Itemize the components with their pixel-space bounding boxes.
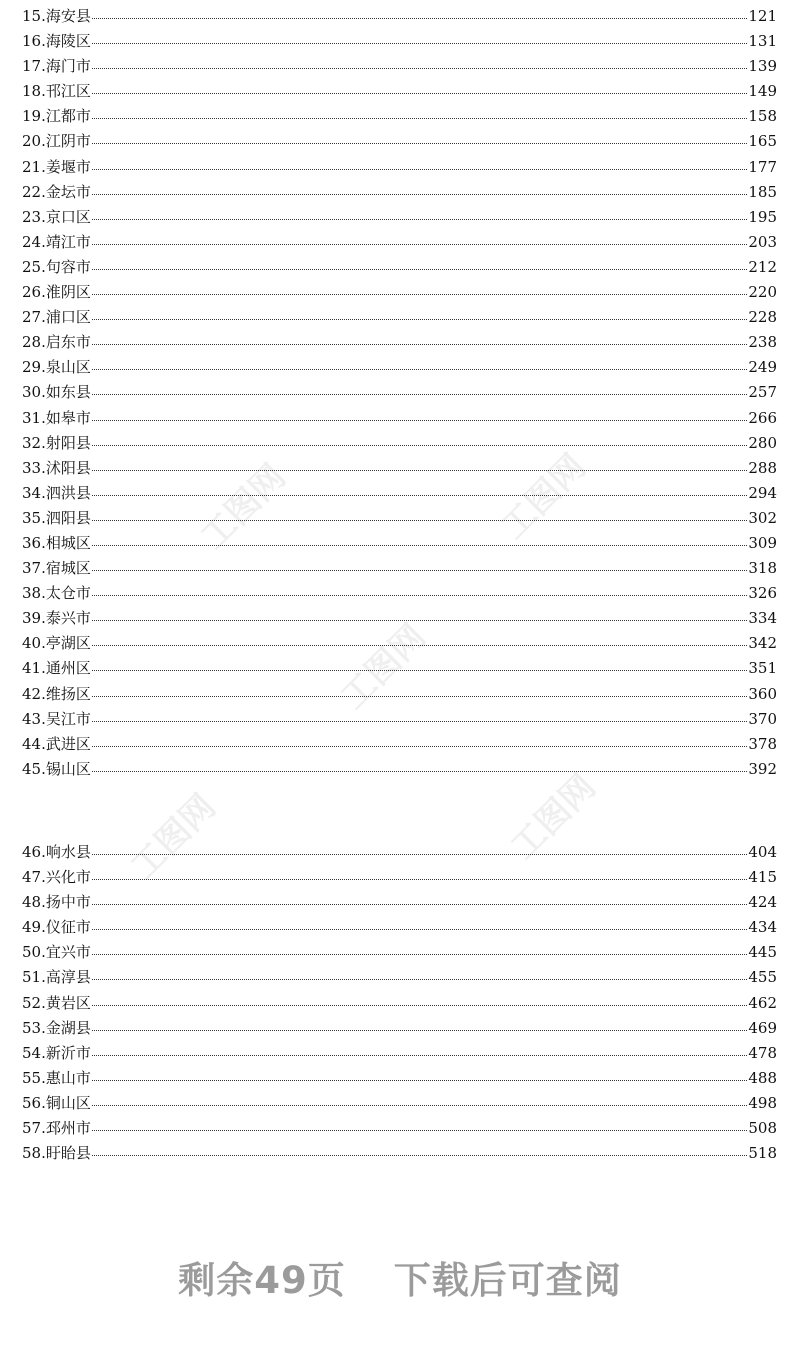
toc-entry-page-number: 121 xyxy=(748,7,777,25)
toc-entry[interactable] xyxy=(22,917,777,942)
toc-entry-label: 24.靖江市 xyxy=(22,232,91,251)
toc-entry-page-number: 309 xyxy=(748,533,777,552)
toc-entry[interactable] xyxy=(22,508,777,533)
toc-entry-page-number: 294 xyxy=(748,483,777,502)
toc-entry[interactable] xyxy=(22,1043,777,1068)
toc-entry-page-number: 434 xyxy=(748,918,777,937)
toc-entry-label: 20.江阴市 xyxy=(22,132,91,151)
toc-entry-label: 45.锡山区 xyxy=(22,759,91,778)
toc-dot-leader xyxy=(92,169,748,170)
toc-dot-leader xyxy=(92,244,748,245)
toc-entry-page-number: 177 xyxy=(748,157,777,176)
toc-entry-page-number: 351 xyxy=(748,659,777,678)
toc-dot-leader xyxy=(92,495,748,496)
toc-dot-leader xyxy=(92,344,748,345)
toc-entry[interactable] xyxy=(22,1093,777,1118)
toc-entry-label: 44.武进区 xyxy=(22,734,91,753)
toc-entry[interactable] xyxy=(22,157,777,182)
toc-entry[interactable] xyxy=(22,232,777,257)
toc-entry[interactable] xyxy=(22,633,777,658)
toc-dot-leader xyxy=(92,1080,748,1081)
toc-entry[interactable] xyxy=(22,533,777,558)
toc-entry-page-number: 462 xyxy=(748,993,777,1012)
toc-entry-page-number: 238 xyxy=(748,333,777,352)
toc-entry[interactable] xyxy=(22,709,777,734)
toc-entry-label: 50.宜兴市 xyxy=(22,943,91,962)
toc-entry-label: 49.仪征市 xyxy=(22,918,91,937)
toc-dot-leader xyxy=(92,118,748,119)
toc-entry-page-number: 415 xyxy=(748,868,777,887)
toc-entry-page-number: 318 xyxy=(748,559,777,578)
toc-entry[interactable] xyxy=(22,106,777,131)
toc-entry-label: 37.宿城区 xyxy=(22,559,91,578)
toc-entry-page-number: 165 xyxy=(748,132,777,151)
toc-entry-page-number: 212 xyxy=(748,257,777,276)
toc-entry-page-number: 370 xyxy=(748,709,777,728)
toc-entry[interactable] xyxy=(22,257,777,282)
toc-entry-label: 48.扬中市 xyxy=(22,893,91,912)
toc-entry[interactable] xyxy=(22,307,777,332)
toc-dot-leader xyxy=(92,294,748,295)
toc-entry[interactable] xyxy=(22,382,777,407)
toc-entry-page-number: 404 xyxy=(748,843,777,861)
toc-entry-label: 25.句容市 xyxy=(22,257,91,276)
toc-dot-leader xyxy=(92,979,748,980)
toc-dot-leader xyxy=(92,620,748,621)
toc-entry-page-number: 378 xyxy=(748,734,777,753)
toc-entry[interactable] xyxy=(22,967,777,992)
toc-entry-page-number: 195 xyxy=(748,207,777,226)
toc-entry-page-number: 518 xyxy=(748,1144,777,1163)
toc-entry-label: 34.泗洪县 xyxy=(22,483,91,502)
toc-entry-page-number: 326 xyxy=(748,584,777,603)
toc-entry[interactable] xyxy=(22,81,777,106)
toc-entry[interactable] xyxy=(22,31,777,56)
toc-entry-page-number: 392 xyxy=(748,759,777,778)
remaining-pages-text: 剩余49页 xyxy=(178,1259,346,1302)
toc-entry-page-number: 257 xyxy=(748,383,777,402)
toc-list-first xyxy=(22,6,777,784)
toc-entry-label: 27.浦口区 xyxy=(22,308,91,327)
toc-dot-leader xyxy=(92,219,748,220)
toc-dot-leader xyxy=(92,470,748,471)
toc-dot-leader xyxy=(92,696,748,697)
toc-entry[interactable] xyxy=(22,684,777,709)
toc-entry-page-number: 424 xyxy=(748,893,777,912)
toc-dot-leader xyxy=(92,721,748,722)
toc-entry[interactable] xyxy=(22,842,777,867)
toc-entry-page-number: 149 xyxy=(748,82,777,101)
toc-entry-label: 17.海门市 xyxy=(22,57,91,76)
toc-entry-page-number: 469 xyxy=(748,1018,777,1037)
watermark: 工图网 xyxy=(503,766,604,868)
toc-dot-leader xyxy=(92,1105,748,1106)
toc-entry-label: 35.泗阳县 xyxy=(22,508,91,527)
toc-entry-label: 46.响水县 xyxy=(22,843,91,861)
toc-entry-label: 18.邗江区 xyxy=(22,82,91,101)
toc-dot-leader xyxy=(92,269,748,270)
toc-entry[interactable] xyxy=(22,558,777,583)
toc-dot-leader xyxy=(92,369,748,370)
toc-dot-leader xyxy=(92,570,748,571)
toc-entry-label: 53.金湖县 xyxy=(22,1018,91,1037)
toc-entry[interactable] xyxy=(22,993,777,1018)
toc-dot-leader xyxy=(92,93,748,94)
toc-entry-label: 43.吴江市 xyxy=(22,709,91,728)
toc-entry-label: 57.邳州市 xyxy=(22,1119,91,1138)
toc-dot-leader xyxy=(92,319,748,320)
toc-entry-page-number: 228 xyxy=(748,308,777,327)
toc-dot-leader xyxy=(92,68,748,69)
toc-entry-label: 58.盱眙县 xyxy=(22,1144,91,1163)
toc-entry-page-number: 249 xyxy=(748,358,777,377)
toc-entry[interactable] xyxy=(22,433,777,458)
toc-entry-page-number: 488 xyxy=(748,1068,777,1087)
toc-dot-leader xyxy=(92,445,748,446)
toc-entry-label: 16.海陵区 xyxy=(22,32,91,51)
toc-entry-label: 21.姜堰市 xyxy=(22,157,91,176)
watermark: 工图网 xyxy=(333,616,434,718)
toc-entry-label: 55.惠山市 xyxy=(22,1068,91,1087)
toc-entry-page-number: 455 xyxy=(748,968,777,987)
toc-entry-label: 32.射阳县 xyxy=(22,433,91,452)
toc-dot-leader xyxy=(92,1005,748,1006)
toc-entry-page-number: 478 xyxy=(748,1043,777,1062)
toc-list-second xyxy=(22,842,777,1168)
toc-entry[interactable] xyxy=(22,892,777,917)
toc-dot-leader xyxy=(92,670,748,671)
toc-entry-label: 19.江都市 xyxy=(22,107,91,126)
toc-dot-leader xyxy=(92,43,748,44)
toc-entry-page-number: 498 xyxy=(748,1093,777,1112)
toc-entry[interactable] xyxy=(22,56,777,81)
toc-entry[interactable] xyxy=(22,332,777,357)
toc-entry-label: 33.沭阳县 xyxy=(22,458,91,477)
toc-entry-page-number: 280 xyxy=(748,433,777,452)
toc-entry[interactable] xyxy=(22,182,777,207)
toc-dot-leader xyxy=(92,420,748,421)
toc-entry-page-number: 445 xyxy=(748,943,777,962)
toc-entry[interactable] xyxy=(22,131,777,156)
toc-entry-label: 39.泰兴市 xyxy=(22,609,91,628)
toc-entry[interactable] xyxy=(22,583,777,608)
toc-entry-page-number: 334 xyxy=(748,609,777,628)
toc-entry-page-number: 139 xyxy=(748,57,777,76)
toc-dot-leader xyxy=(92,394,748,395)
toc-entry-label: 41.通州区 xyxy=(22,659,91,678)
toc-dot-leader xyxy=(92,645,748,646)
toc-entry-page-number: 360 xyxy=(748,684,777,703)
toc-dot-leader xyxy=(92,1155,748,1156)
toc-entry[interactable] xyxy=(22,408,777,433)
toc-entry[interactable] xyxy=(22,282,777,307)
toc-entry-page-number: 220 xyxy=(748,283,777,302)
toc-entry[interactable] xyxy=(22,759,777,784)
toc-dot-leader xyxy=(92,904,748,905)
toc-entry[interactable] xyxy=(22,867,777,892)
watermark: 工图网 xyxy=(123,786,224,888)
toc-dot-leader xyxy=(92,1030,748,1031)
toc-dot-leader xyxy=(92,143,748,144)
toc-dot-leader xyxy=(92,879,748,880)
toc-dot-leader xyxy=(92,929,748,930)
toc-entry-label: 31.如皋市 xyxy=(22,408,91,427)
toc-dot-leader xyxy=(92,194,748,195)
toc-entry-label: 40.亭湖区 xyxy=(22,634,91,653)
toc-entry[interactable] xyxy=(22,658,777,683)
toc-entry[interactable] xyxy=(22,483,777,508)
toc-entry[interactable] xyxy=(22,207,777,232)
toc-entry-page-number: 508 xyxy=(748,1119,777,1138)
toc-dot-leader xyxy=(92,746,748,747)
toc-entry-label: 52.黄岩区 xyxy=(22,993,91,1012)
toc-entry-label: 23.京口区 xyxy=(22,207,91,226)
toc-entry-page-number: 158 xyxy=(748,107,777,126)
toc-entry[interactable] xyxy=(22,734,777,759)
toc-entry-page-number: 342 xyxy=(748,634,777,653)
toc-entry-label: 42.维扬区 xyxy=(22,684,91,703)
toc-dot-leader xyxy=(92,771,748,772)
toc-entry[interactable] xyxy=(22,608,777,633)
toc-entry[interactable] xyxy=(22,1118,777,1143)
watermark: 工图网 xyxy=(493,446,594,548)
toc-entry[interactable] xyxy=(22,458,777,483)
toc-dot-leader xyxy=(92,595,748,596)
toc-entry[interactable] xyxy=(22,1143,777,1168)
toc-dot-leader xyxy=(92,545,748,546)
download-to-view-text: 下载后可查阅 xyxy=(393,1259,622,1302)
toc-entry-label: 56.铜山区 xyxy=(22,1093,91,1112)
toc-entry-page-number: 185 xyxy=(748,182,777,201)
toc-entry-label: 26.淮阴区 xyxy=(22,283,91,302)
toc-entry-label: 22.金坛市 xyxy=(22,182,91,201)
toc-entry-page-number: 288 xyxy=(748,458,777,477)
toc-entry[interactable] xyxy=(22,1068,777,1093)
watermark: 工图网 xyxy=(193,456,294,558)
toc-entry-label: 36.相城区 xyxy=(22,533,91,552)
toc-entry-page-number: 203 xyxy=(748,232,777,251)
toc-dot-leader xyxy=(92,854,748,855)
toc-dot-leader xyxy=(92,1055,748,1056)
toc-entry[interactable] xyxy=(22,1018,777,1043)
toc-entry-label: 28.启东市 xyxy=(22,333,91,352)
toc-entry[interactable] xyxy=(22,942,777,967)
toc-dot-leader xyxy=(92,520,748,521)
toc-entry[interactable] xyxy=(22,6,777,31)
toc-entry-label: 30.如东县 xyxy=(22,383,91,402)
toc-entry-label: 51.高淳县 xyxy=(22,968,91,987)
toc-entry-page-number: 302 xyxy=(748,508,777,527)
toc-entry-label: 38.太仓市 xyxy=(22,584,91,603)
toc-entry-label: 29.泉山区 xyxy=(22,358,91,377)
toc-dot-leader xyxy=(92,18,748,19)
toc-entry-label: 54.新沂市 xyxy=(22,1043,91,1062)
download-prompt-banner[interactable] xyxy=(0,1250,800,1304)
toc-entry-label: 15.海安县 xyxy=(22,7,91,25)
toc-dot-leader xyxy=(92,1130,748,1131)
toc-dot-leader xyxy=(92,954,748,955)
toc-entry-label: 47.兴化市 xyxy=(22,868,91,887)
toc-entry[interactable] xyxy=(22,357,777,382)
toc-entry-page-number: 266 xyxy=(748,408,777,427)
toc-entry-page-number: 131 xyxy=(748,32,777,51)
